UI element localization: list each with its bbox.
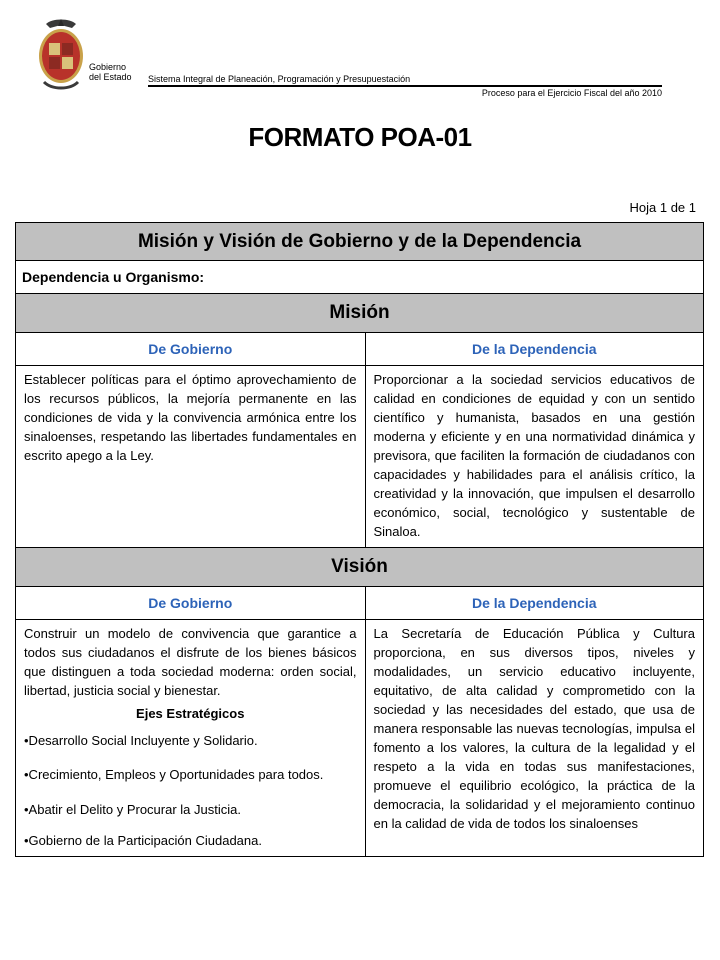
vision-gov-cell xyxy=(16,620,366,857)
mision-gov-header: De Gobierno xyxy=(16,333,366,366)
eje-item: •Abatir el Delito y Procurar la Justicia. xyxy=(24,802,241,817)
state-seal-icon xyxy=(36,16,86,94)
document-title: FORMATO POA-01 xyxy=(248,122,472,152)
system-name: Sistema Integral de Planeación, Programación y Presupuestación xyxy=(148,74,411,84)
header-rule xyxy=(148,85,662,87)
sheet-number: Hoja 1 de 1 xyxy=(629,200,696,215)
vision-dep-header: De la Dependencia xyxy=(365,587,704,620)
eje-item: •Gobierno de la Participación Ciudadana. xyxy=(24,833,262,848)
gov-line-2: del Estado xyxy=(89,72,132,82)
table-heading: Misión y Visión de Gobierno y de la Dependencia xyxy=(16,223,704,261)
fiscal-process: Proceso para el Ejercicio Fiscal del año 2010 xyxy=(481,88,662,98)
mision-band: Misión xyxy=(16,294,704,333)
dependency-label: Dependencia u Organismo: xyxy=(16,261,704,294)
vision-gov-header: De Gobierno xyxy=(16,587,366,620)
mision-dep-header: De la Dependencia xyxy=(365,333,704,366)
government-label xyxy=(89,62,132,82)
eje-item: •Desarrollo Social Incluyente y Solidario. xyxy=(24,733,258,748)
mision-dep-text: Proporcionar a la sociedad servicios educativos de calidad en condiciones de equidad y con un sentido científico y humanista, basados en una gestión moderna y eficiente y en una normatividad dinámica y previsora, que faciliten la formación de ciudadanos con capacidades y habilidades para el análisis crítico, la creatividad y la innovación, que impulsen el desarrollo económico, social, tecnológico y sustentable de Sinaloa. xyxy=(365,366,704,548)
vision-gov-text: Construir un modelo de convivencia que garantice a todos sus ciudadanos el disfrute de los bienes básicos que distinguen a toda sociedad moderna: orden social, libertad, justicia social y bienestar. xyxy=(24,626,357,698)
vision-band: Visión xyxy=(16,548,704,587)
gov-line-1: Gobierno xyxy=(89,62,127,72)
eje-item: •Crecimiento, Empleos y Oportunidades para todos. xyxy=(24,767,324,782)
ejes-title: Ejes Estratégicos xyxy=(136,706,245,721)
mision-gov-text: Establecer políticas para el óptimo aprovechamiento de los recursos públicos, la mejoría permanente en las condiciones de vida y la convivencia armónica entre los sinaloenses, respetando las libertades fundamentales en escrito apego a la Ley. xyxy=(16,366,366,548)
vision-dep-text: La Secretaría de Educación Pública y Cultura proporciona, en sus diversos tipos, niveles y modalidades, un servicio educativo incluyente, equitativo, de alta calidad y comprometido con la sociedad y las necesidades del estado, que usa de manera responsable las nuevas tecnologías, impulsa el fomento a los valores, la cultura de la legalidad y el respeto a la vida en todas sus manifestaciones, promueve el equilibrio ecológico, la práctica de la democracia, la solidaridad y el mejoramiento continuo en la calidad de vida de todos los sinaloenses xyxy=(365,620,704,857)
poa-table xyxy=(15,222,704,857)
